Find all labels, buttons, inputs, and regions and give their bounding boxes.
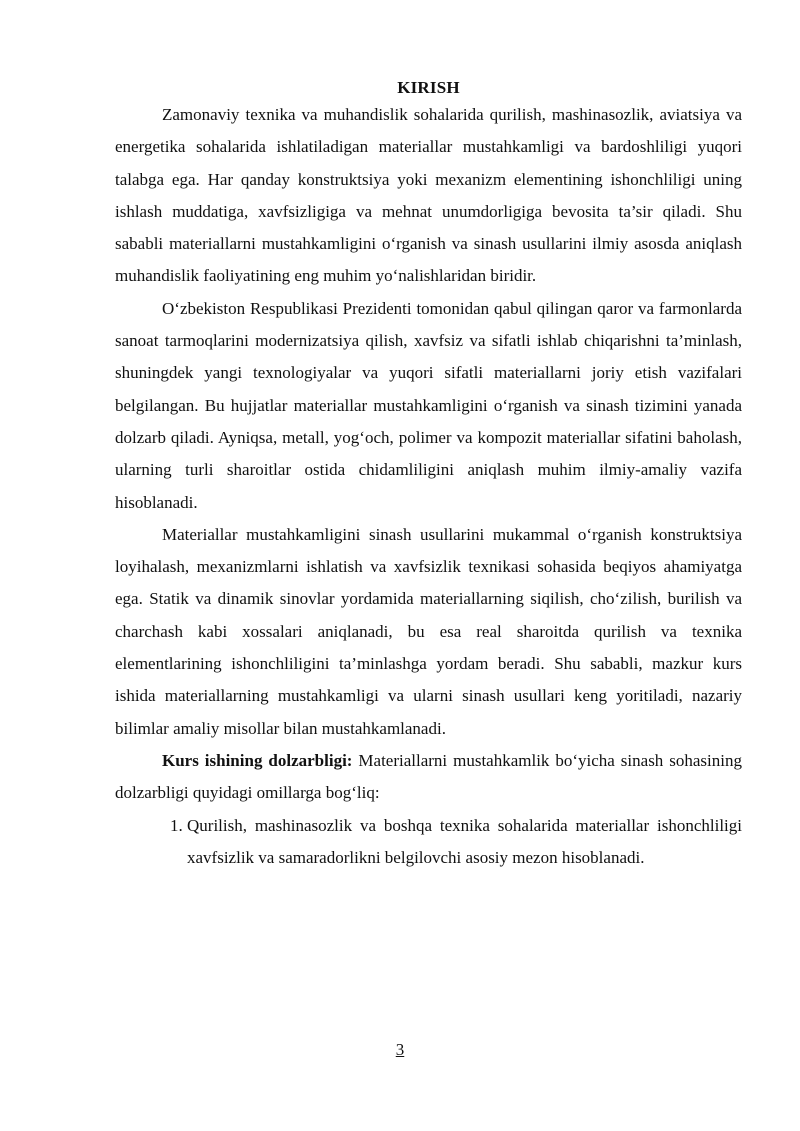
document-page: [115, 76, 742, 874]
paragraph-presidential-decrees: O‘zbekiston Respublikasi Prezidenti tomonidan qabul qilingan qaror va farmonlarda sanoat tarmoqlarini modernizatsiya qilish, xavfsiz va sifatli ishlab chiqarishni ta’minlash, shuningdek yangi texnologiyalar va yuqori sifatli materiallarni joriy etish vazifalari belgilangan. Bu hujjatlar materiallar mustahkamligini o‘rganish va sinash tizimini yanada dolzarb qiladi. Ayniqsa, metall, yog‘och, polimer va kompozit materiallar sifatini baholash, ularning turli sharoitlar ostida chidamliligini aniqlash muhim ilmiy-amaliy vazifa hisoblanadi.: [115, 298, 742, 512]
relevance-text: Materiallarni mustahkamlik bo‘yicha sinash sohasining dolzarbligi quyidagi omillarga bog‘liq:: [115, 750, 742, 803]
paragraph-intro: Zamonaviy texnika va muhandislik sohalarida qurilish, mashinasozlik, aviatsiya va energetika sohalarida ishlatiladigan materiallar mustahkamligi va bardoshliligi yuqori talabga ega. Har qanday konstruktsiya yoki mexanizm elementining ishonchliligi uning ishlash muddatiga, xavfsizligiga va mehnat unumdorligiga bevosita ta’sir qiladi. Shu sababli materiallarni mustahkamligini o‘rganish va sinash usullarini ilmiy asosda aniqlash muhandislik faoliyatining eng muhim yo‘nalishlaridan biridir.: [115, 105, 742, 286]
relevance-heading: Kurs ishining dolzarbligi:: [162, 750, 353, 770]
paragraph-relevance: [115, 745, 742, 810]
page-number: 3: [395, 1040, 405, 1059]
paragraph-testing-methods: Materiallar mustahkamligini sinash usullarini mukammal o‘rganish konstruktsiya loyihalash, mexanizmlarni ishlatish va xavfsizlik texnikasi sohasida beqiyos ahamiyatga ega. Statik va dinamik sinovlar yordamida materiallarning siqilish, cho‘zilish, burilish va charchash kabi xossalari aniqlanadi, bu esa real sharoitda qurilish va texnika elementlarining ishonchliligini ta’minlashga yordam beradi. Shu sababli, mazkur kurs ishida materiallarning mustahkamligi va ularni sinash usullari keng yoritiladi, nazariy bilimlar amaliy misollar bilan mustahkamlanadi.: [115, 524, 742, 738]
list-item: 1. Qurilish, mashinasozlik va boshqa texnika sohalarida materiallar ishonchliligi xavfsizlik va samaradorlikni belgilovchi asosiy mezon hisoblanadi.: [187, 810, 742, 875]
page-title: KIRISH: [397, 78, 460, 97]
relevance-list: [115, 810, 742, 875]
